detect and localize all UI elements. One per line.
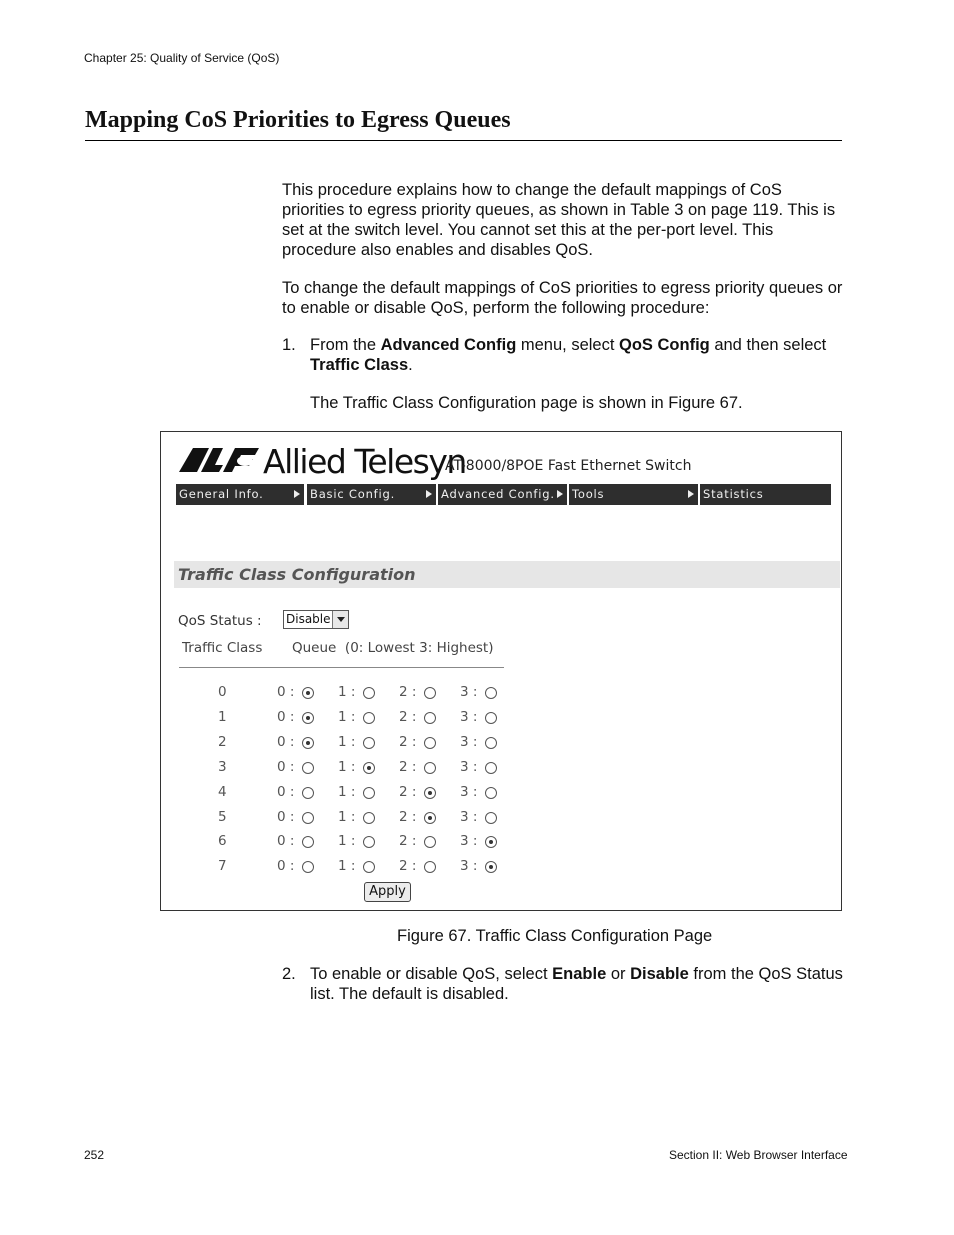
queue-option-label: 2 : (399, 708, 417, 725)
table-row (161, 759, 841, 779)
page-title-bar (174, 561, 840, 588)
qos-status-label: QoS Status : (178, 613, 262, 629)
traffic-class-value: 2 (218, 733, 227, 750)
arrow-right-icon (557, 490, 563, 498)
queue-option-label: 3 : (460, 808, 478, 825)
queue-radio-button[interactable] (424, 836, 436, 848)
queue-option-label: 1 : (338, 808, 356, 825)
queue-option-label: 0 : (277, 733, 295, 750)
table-row (161, 709, 841, 729)
page-title: Traffic Class Configuration (178, 565, 416, 584)
queue-header: Queue (0: Lowest 3: Highest) (292, 640, 494, 656)
menu-bar (176, 484, 831, 505)
queue-radio-button[interactable] (424, 787, 436, 799)
queue-option-label: 1 : (338, 783, 356, 800)
queue-radio-button[interactable] (302, 812, 314, 824)
table-row (161, 684, 841, 704)
queue-option-label: 3 : (460, 833, 478, 850)
queue-radio-button[interactable] (363, 712, 375, 724)
arrow-right-icon (426, 490, 432, 498)
queue-radio-button[interactable] (302, 787, 314, 799)
queue-option-label: 0 : (277, 858, 295, 875)
menu-general-info[interactable]: General Info. (176, 484, 304, 505)
queue-radio-button[interactable] (424, 687, 436, 699)
queue-option-label: 3 : (460, 684, 478, 700)
traffic-class-value: 4 (218, 783, 227, 800)
queue-radio-button[interactable] (485, 861, 497, 873)
queue-option-label: 2 : (399, 833, 417, 850)
queue-option-label: 2 : (399, 808, 417, 825)
allied-telesyn-logo-icon (179, 447, 259, 473)
step-2 (282, 964, 852, 1006)
queue-option-label: 1 : (338, 858, 356, 875)
queue-option-label: 1 : (338, 733, 356, 750)
queue-radio-button[interactable] (363, 861, 375, 873)
queue-radio-button[interactable] (363, 762, 375, 774)
chapter-header: Chapter 25: Quality of Service (QoS) (84, 51, 280, 65)
brand-name: Allied Telesyn (263, 442, 466, 481)
queue-option-label: 0 : (277, 808, 295, 825)
queue-option-label: 3 : (460, 783, 478, 800)
queue-radio-button[interactable] (424, 812, 436, 824)
queue-radio-button[interactable] (424, 737, 436, 749)
queue-option-label: 2 : (399, 858, 417, 875)
apply-button[interactable]: Apply (364, 882, 411, 902)
queue-option-label: 2 : (399, 758, 417, 775)
queue-option-label: 3 : (460, 858, 478, 875)
queue-radio-button[interactable] (302, 687, 314, 699)
step-number: 1. (282, 336, 296, 354)
table-row (161, 809, 841, 829)
queue-radio-button[interactable] (424, 861, 436, 873)
queue-radio-button[interactable] (485, 836, 497, 848)
queue-option-label: 3 : (460, 733, 478, 750)
step-text: From the Advanced Config menu, select QoS Config and then select Traffic Class. (310, 336, 827, 374)
page-number: 252 (84, 1148, 105, 1162)
queue-radio-button[interactable] (485, 712, 497, 724)
queue-radio-button[interactable] (485, 787, 497, 799)
queue-radio-button[interactable] (302, 861, 314, 873)
queue-radio-button[interactable] (302, 712, 314, 724)
queue-radio-button[interactable] (363, 787, 375, 799)
queue-radio-button[interactable] (363, 836, 375, 848)
queue-option-label: 3 : (460, 758, 478, 775)
arrow-right-icon (294, 490, 300, 498)
figure-caption: Figure 67. Traffic Class Configuration Page (397, 927, 713, 945)
step-number: 2. (282, 965, 296, 983)
step-1 (282, 335, 852, 377)
paragraph-procedure: To change the default mappings of CoS priorities to egress priority queues or to enable or disable QoS, perform the following procedure: (282, 279, 843, 317)
queue-option-label: 3 : (460, 708, 478, 725)
traffic-class-value: 3 (218, 758, 227, 775)
queue-radio-button[interactable] (485, 762, 497, 774)
queue-option-label: 1 : (338, 758, 356, 775)
model-name: AT-8000/8POE Fast Ethernet Switch (445, 458, 692, 474)
figure-screenshot (160, 431, 842, 911)
footer-section: Section II: Web Browser Interface (669, 1148, 848, 1162)
arrow-right-icon (688, 490, 694, 498)
queue-radio-button[interactable] (302, 836, 314, 848)
step-1-note: The Traffic Class Configuration page is shown in Figure 67. (310, 394, 743, 412)
table-row (161, 734, 841, 754)
queue-radio-button[interactable] (424, 762, 436, 774)
traffic-class-value: 1 (218, 708, 227, 725)
queue-option-label: 0 : (277, 708, 295, 725)
queue-option-label: 1 : (338, 684, 356, 700)
queue-option-label: 1 : (338, 833, 356, 850)
queue-radio-button[interactable] (485, 812, 497, 824)
queue-radio-button[interactable] (485, 687, 497, 699)
paragraph-intro: This procedure explains how to change the default mappings of CoS priorities to egress priority queues, as shown in Table 3 on page 119. This is set at the switch level. You cannot set this at the per-port level. This procedure also enables and disables QoS. (282, 181, 836, 259)
traffic-class-value: 5 (218, 808, 227, 825)
queue-radio-button[interactable] (424, 712, 436, 724)
section-title: Mapping CoS Priorities to Egress Queues (85, 107, 842, 141)
queue-option-label: 0 : (277, 758, 295, 775)
queue-radio-button[interactable] (363, 687, 375, 699)
chevron-down-icon[interactable] (332, 611, 348, 628)
menu-statistics[interactable]: Statistics (700, 484, 831, 505)
queue-option-label: 0 : (277, 783, 295, 800)
queue-radio-button[interactable] (302, 737, 314, 749)
menu-advanced-config[interactable]: Advanced Config. (438, 484, 567, 505)
queue-radio-button[interactable] (485, 737, 497, 749)
queue-radio-button[interactable] (363, 737, 375, 749)
header-divider (179, 667, 504, 668)
menu-tools[interactable]: Tools (569, 484, 698, 505)
traffic-class-value: 6 (218, 833, 227, 850)
traffic-class-value: 7 (218, 858, 227, 875)
queue-radio-button[interactable] (302, 762, 314, 774)
qos-status-select[interactable]: Disable (283, 610, 349, 629)
table-row (161, 833, 841, 853)
queue-radio-button[interactable] (363, 812, 375, 824)
queue-option-label: 0 : (277, 833, 295, 850)
queue-option-label: 2 : (399, 684, 417, 700)
traffic-class-header: Traffic Class (182, 640, 263, 656)
step-text: To enable or disable QoS, select Enable or Disable from the QoS Status list. The default is disabled. (310, 965, 843, 1003)
traffic-class-value: 0 (218, 684, 227, 700)
menu-basic-config[interactable]: Basic Config. (307, 484, 436, 505)
table-row (161, 784, 841, 804)
queue-option-label: 2 : (399, 783, 417, 800)
queue-option-label: 0 : (277, 684, 295, 700)
queue-option-label: 2 : (399, 733, 417, 750)
queue-option-label: 1 : (338, 708, 356, 725)
table-row (161, 858, 841, 878)
